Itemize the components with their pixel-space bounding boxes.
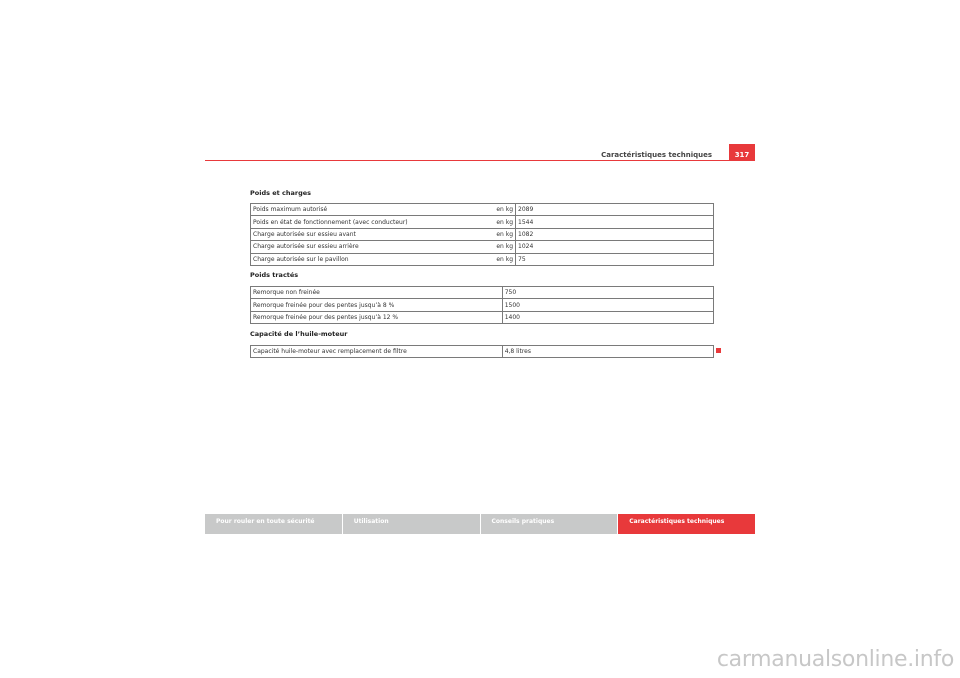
row-value: 1400: [502, 311, 713, 323]
row-unit: en kg: [481, 216, 516, 228]
row-value: 2089: [516, 204, 714, 216]
footer-tab-operation[interactable]: Utilisation: [343, 514, 480, 534]
row-value: 750: [502, 287, 713, 299]
row-label: Charge autorisée sur le pavillon: [251, 253, 482, 265]
footer-tab-technical-data[interactable]: Caractéristiques techniques: [618, 514, 755, 534]
row-label: Poids maximum autorisé: [251, 204, 482, 216]
watermark: carmanualsonline.info: [716, 647, 954, 672]
weights-table: [250, 203, 714, 266]
row-value: 4,8 litres: [502, 346, 713, 358]
row-unit: en kg: [481, 228, 516, 240]
row-value: 1082: [516, 228, 714, 240]
row-value: 1024: [516, 241, 714, 253]
table-row: [251, 241, 714, 253]
row-label: Remorque freinée pour des pentes jusqu’à 12 %: [251, 311, 503, 323]
towing-table: [250, 286, 714, 324]
row-unit: en kg: [481, 204, 516, 216]
row-unit: en kg: [481, 253, 516, 265]
row-value: 1544: [516, 216, 714, 228]
table-row: [251, 228, 714, 240]
table-row: [251, 346, 714, 358]
page-number-badge: 317: [729, 144, 755, 161]
section-title-weights: Poids et charges: [250, 189, 312, 197]
table-row: [251, 253, 714, 265]
row-value: 75: [516, 253, 714, 265]
footer-tab-safety[interactable]: Pour rouler en toute sécurité: [205, 514, 342, 534]
table-row: [251, 311, 714, 323]
section-title-towing: Poids tractés: [250, 271, 299, 279]
footer-nav: [205, 514, 755, 534]
page-title: Caractéristiques techniques: [601, 151, 712, 159]
row-label: Capacité huile-moteur avec remplacement de filtre: [251, 346, 503, 358]
footer-tab-practical-tips[interactable]: Conseils pratiques: [481, 514, 618, 534]
row-unit: en kg: [481, 241, 516, 253]
row-label: Remorque non freinée: [251, 287, 503, 299]
oil-table: [250, 345, 714, 358]
row-label: Charge autorisée sur essieu avant: [251, 228, 482, 240]
row-value: 1500: [502, 299, 713, 311]
table-row: [251, 216, 714, 228]
row-label: Poids en état de fonctionnement (avec conducteur): [251, 216, 482, 228]
row-label: Remorque freinée pour des pentes jusqu’à 8 %: [251, 299, 503, 311]
table-row: [251, 287, 714, 299]
table-row: [251, 204, 714, 216]
row-label: Charge autorisée sur essieu arrière: [251, 241, 482, 253]
section-end-marker: [716, 348, 721, 353]
section-title-oil: Capacité de l’huile-moteur: [250, 330, 348, 338]
header-divider: [205, 160, 729, 161]
table-row: [251, 299, 714, 311]
